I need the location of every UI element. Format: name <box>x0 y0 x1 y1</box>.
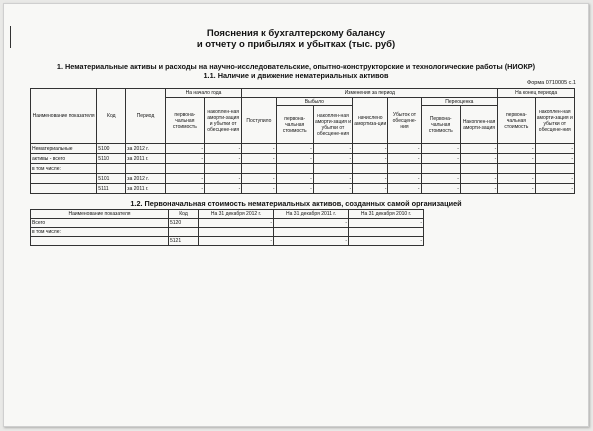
header-start-initial-cost: первона-чальная стоимость <box>165 98 204 144</box>
header-amort-charged: начислено амортиза-ции <box>353 98 388 144</box>
row-code: 5100 <box>97 144 126 154</box>
row-name: Нематериальные <box>31 144 97 154</box>
cell-dash: - <box>349 219 424 228</box>
row-period: за 2012 г. <box>126 144 165 154</box>
table-row <box>31 237 424 246</box>
cell-dash: - <box>388 184 421 194</box>
header-2010: На 31 декабря 2010 г. <box>349 210 424 219</box>
header-2012: На 31 декабря 2012 г. <box>199 210 274 219</box>
document-title-line1: Пояснения к бухгалтерскому балансу <box>206 28 386 39</box>
cell-dash: - <box>242 184 276 194</box>
row-code: 5120 <box>169 219 199 228</box>
row-code: 5110 <box>97 154 126 164</box>
table-cell <box>353 164 388 174</box>
cell-dash: - <box>498 184 535 194</box>
cell-dash: - <box>205 174 242 184</box>
cell-dash: - <box>353 174 388 184</box>
header-retired: Выбыло <box>276 98 353 106</box>
intangible-assets-table <box>30 88 575 194</box>
row-name <box>31 237 169 246</box>
cell-dash: - <box>276 144 313 154</box>
table-row <box>31 219 424 228</box>
table-cell <box>498 164 535 174</box>
row-name: Всего <box>31 219 169 228</box>
row-period <box>126 164 165 174</box>
row-code <box>169 228 199 237</box>
table-cell <box>349 228 424 237</box>
table-row <box>31 174 575 184</box>
row-code: 5111 <box>97 184 126 194</box>
header-received: Поступило <box>242 98 276 144</box>
cell-dash: - <box>165 174 204 184</box>
row-period: за 2011 г. <box>126 154 165 164</box>
form-code: Форма 0710005 с.1 <box>527 80 576 86</box>
header-reval-initial-cost: Первона-чальная стоимость <box>421 106 460 144</box>
table-cell <box>313 164 352 174</box>
cell-dash: - <box>313 144 352 154</box>
cell-dash: - <box>498 144 535 154</box>
cell-dash: - <box>460 174 497 184</box>
header-retired-initial-cost: первона-чальная стоимость <box>276 106 313 144</box>
cell-dash: - <box>165 144 204 154</box>
table-row <box>31 228 424 237</box>
header-code: Код <box>97 89 126 144</box>
header-start-of-year: На начало года <box>165 89 242 98</box>
row-name: активы - всего <box>31 154 97 164</box>
cell-dash: - <box>460 184 497 194</box>
cell-dash: - <box>535 174 574 184</box>
row-name <box>31 184 97 194</box>
cell-dash: - <box>205 154 242 164</box>
cell-dash: - <box>388 174 421 184</box>
header-end-of-period: На конец периода <box>498 89 575 98</box>
row-name <box>31 174 97 184</box>
cell-dash: - <box>535 144 574 154</box>
header-revaluation: Переоценка <box>421 98 498 106</box>
section-1-title: 1. Нематериальные активы и расходы на научно-исследовательские, опытно-конструкторские и технологические работы (НИОКР) <box>56 62 536 71</box>
cell-dash: - <box>276 184 313 194</box>
table-cell <box>274 228 349 237</box>
cell-dash: - <box>460 144 497 154</box>
document-title-line2: и отчету о прибылях и убытках (тыс. руб) <box>196 39 396 50</box>
table-cell <box>199 228 274 237</box>
cell-dash: - <box>353 184 388 194</box>
header-end-accum-amort: накоплен-ная аморти-зация и убытки от обесцене-ния <box>535 98 574 144</box>
header-end-initial-cost: первона-чальная стоимость <box>498 98 535 144</box>
header-period: Период <box>126 89 165 144</box>
cell-dash: - <box>498 174 535 184</box>
cell-dash: - <box>276 154 313 164</box>
cell-dash: - <box>421 184 460 194</box>
cell-dash: - <box>313 154 352 164</box>
table-cell <box>242 164 276 174</box>
cell-dash: - <box>205 184 242 194</box>
row-code <box>97 164 126 174</box>
cell-dash: - <box>421 154 460 164</box>
cell-dash: - <box>353 144 388 154</box>
cell-dash: - <box>242 144 276 154</box>
table-cell <box>165 164 204 174</box>
cell-dash: - <box>276 174 313 184</box>
cell-dash: - <box>165 184 204 194</box>
cell-dash: - <box>199 237 274 246</box>
cell-dash: - <box>199 219 274 228</box>
section-1-1-title: 1.1. Наличие и движение нематериальных активов <box>203 71 389 80</box>
header-name: Наименование показателя <box>31 210 169 219</box>
cell-dash: - <box>165 154 204 164</box>
header-name: Наименование показателя <box>31 89 97 144</box>
cell-dash: - <box>535 184 574 194</box>
document-page <box>3 3 589 427</box>
table-row <box>31 164 575 174</box>
table-row <box>31 144 575 154</box>
cell-dash: - <box>205 144 242 154</box>
cell-dash: - <box>242 154 276 164</box>
cell-dash: - <box>498 154 535 164</box>
row-period: за 2012 г. <box>126 174 165 184</box>
cell-dash: - <box>242 174 276 184</box>
cell-dash: - <box>274 237 349 246</box>
header-code: Код <box>169 210 199 219</box>
cell-dash: - <box>421 174 460 184</box>
table-cell <box>421 164 460 174</box>
table-cell <box>460 164 497 174</box>
cell-dash: - <box>274 219 349 228</box>
cell-dash: - <box>535 154 574 164</box>
table-cell <box>276 164 313 174</box>
row-period: за 2011 г. <box>126 184 165 194</box>
cell-dash: - <box>388 154 421 164</box>
cell-dash: - <box>460 154 497 164</box>
cell-dash: - <box>349 237 424 246</box>
table-row <box>31 154 575 164</box>
header-start-accum-amort: накоплен-ная аморти-зация и убытки от обесцене-ния <box>205 98 242 144</box>
cell-dash: - <box>313 184 352 194</box>
cell-dash: - <box>388 144 421 154</box>
header-retired-accum-amort: накоплен-ная аморти-зация и убытки от обесцене-ния <box>313 106 352 144</box>
row-code: 5101 <box>97 174 126 184</box>
row-name: в том числе: <box>31 164 97 174</box>
cell-dash: - <box>313 174 352 184</box>
header-changes: Изменения за период <box>242 89 498 98</box>
table-cell <box>535 164 574 174</box>
row-name: в том числе: <box>31 228 169 237</box>
section-1-2-title: 1.2. Первоначальная стоимость нематериальных активов, созданных самой организацией <box>130 199 462 208</box>
header-reval-accum-amort: Накоплен-ная аморти-зация <box>460 106 497 144</box>
cell-dash: - <box>353 154 388 164</box>
header-2011: На 31 декабря 2011 г. <box>274 210 349 219</box>
table-row <box>31 184 575 194</box>
cell-dash: - <box>421 144 460 154</box>
self-created-assets-table <box>30 209 424 246</box>
table-cell <box>388 164 421 174</box>
header-impairment: Убыток от обесцене-ния <box>388 98 421 144</box>
table-cell <box>205 164 242 174</box>
row-code: 5121 <box>169 237 199 246</box>
